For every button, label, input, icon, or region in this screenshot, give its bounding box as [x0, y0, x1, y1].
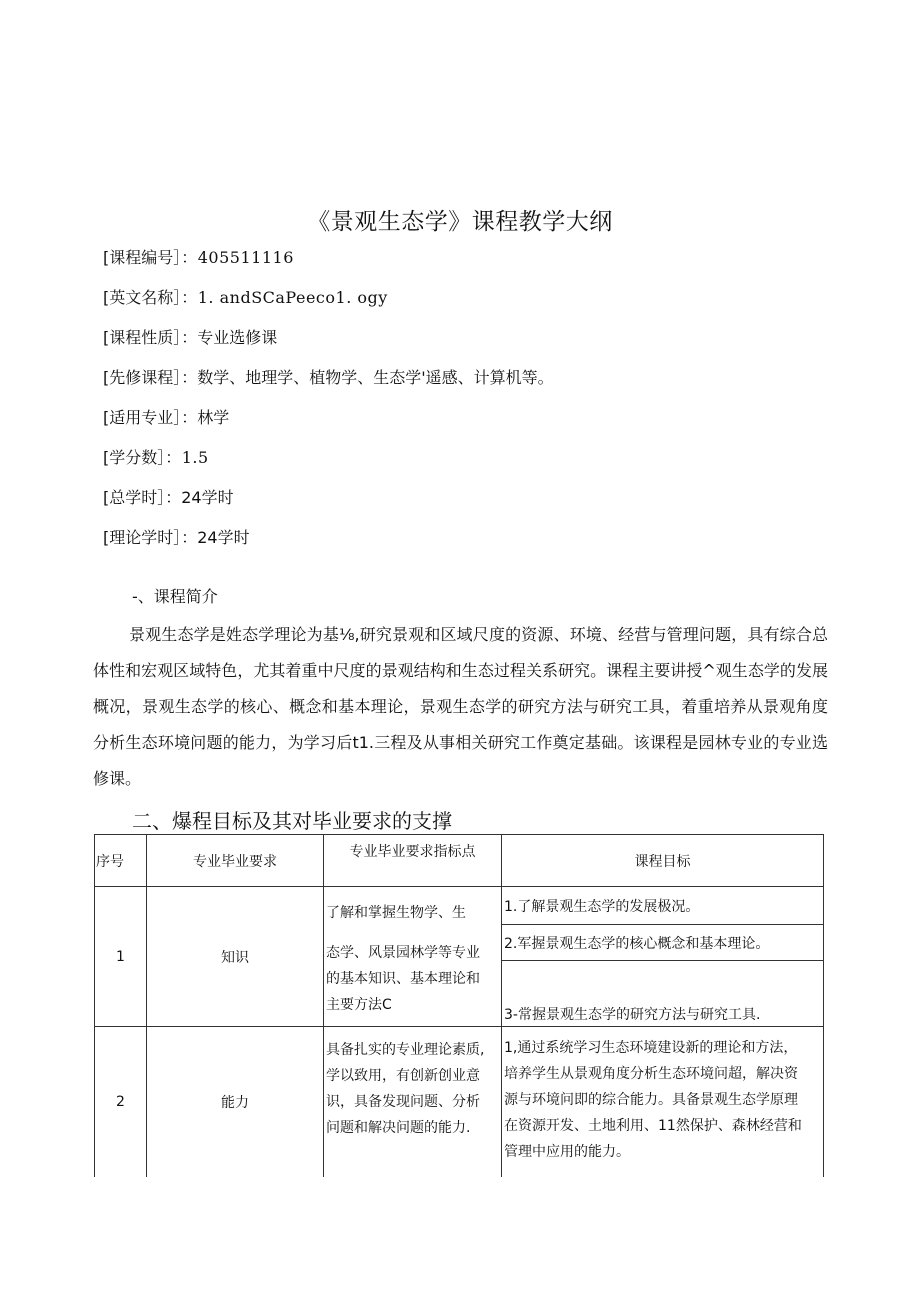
header-indicator: 专业毕业要求指标点: [324, 835, 502, 887]
course-goal: 3-常握景观生态学的研究方法与研究工具.: [502, 961, 824, 1027]
page-title: 《景观生态学》课程教学大纲: [307, 209, 613, 235]
goal-line: 1,通过系统学习生态环境建设新的理论和方法，: [504, 1040, 798, 1056]
row-indicator: [324, 1027, 502, 1177]
table-row: [95, 1027, 824, 1177]
meta-theory-hours: [103, 528, 250, 548]
meta-value: ：24学时: [181, 528, 250, 547]
meta-value: ：405511116: [181, 248, 294, 267]
goal-line: 源与环境问即的综合能力。具备景观生态学原理: [504, 1092, 798, 1108]
section-heading-goals: 二、爆程目标及其对毕业要求的支撑: [132, 809, 452, 833]
indicator-line: 了解和掌握生物学、生: [326, 905, 466, 921]
meta-value: ：1. andSCaPeeco1. ogy: [181, 288, 388, 307]
meta-label: [学分数］: [103, 448, 166, 467]
goal-line: 管理中应用的能力。: [504, 1144, 630, 1160]
table-header-row: [95, 835, 824, 887]
meta-total-hours: [103, 488, 234, 508]
header-no: 序号: [95, 835, 147, 887]
indicator-line: 态学、风景园林学等专业: [326, 945, 480, 961]
goals-table: [94, 834, 824, 1177]
course-goal: [502, 1027, 824, 1177]
meta-course-code: [103, 248, 294, 268]
meta-value: ：24学时: [165, 488, 234, 507]
indicator-line: 学以致用，有创新创业意: [326, 1068, 480, 1084]
header-requirement: 专业毕业要求: [147, 835, 324, 887]
meta-label: [课程性质］: [103, 328, 182, 347]
indicator-line: 识，具备发现问题、分析: [326, 1094, 480, 1110]
meta-value: ：1.5: [165, 448, 209, 467]
meta-label: [先修课程］: [103, 368, 182, 387]
goal-line: 培养学生从景观角度分析生态环境问超，解决资: [504, 1066, 798, 1082]
meta-english-name: [103, 288, 388, 308]
meta-value: ：数学、地理学、植物学、生态学'遥感、计算机等。: [181, 368, 554, 387]
indicator-line: 的基本知识、基本理论和: [326, 971, 480, 987]
intro-paragraph: 景观生态学是姓态学理论为基⅛,研究景观和区域尺度的资源、环境、经营与管理问题，具有综合总体性和宏观区域特色，尤其着重中尺度的景观结构和生态过程关系研究。课程主要讲授^观生态学的发展概况，景观生态学的核心、概念和基本理论，景观生态学的研究方法与研究工具，着重培养从景观角度分析生态环境问题的能力，为学习后t1.三程及从事相关研究工作奠定基础。该课程是园林专业的专业选修课。: [93, 625, 828, 788]
indicator-line: 具备扎实的专业理论素质,: [326, 1042, 485, 1058]
table-row: [95, 887, 824, 925]
meta-major: [103, 408, 229, 428]
meta-course-type: [103, 328, 277, 348]
meta-label: [英文名称］: [103, 288, 182, 307]
indicator-line: 问题和解决问题的能力.: [326, 1120, 471, 1136]
meta-prerequisites: [103, 368, 554, 388]
row-requirement: 知识: [147, 887, 324, 1027]
row-indicator: [324, 887, 502, 1027]
meta-credits: [103, 448, 209, 468]
row-requirement: 能力: [147, 1027, 324, 1177]
indicator-line: 主要方法C: [326, 997, 392, 1013]
course-goal: 2.军握景观生态学的核心概念和基本理论。: [502, 925, 824, 961]
meta-label: [课程编号］: [103, 248, 182, 267]
meta-label: [总学时］: [103, 488, 166, 507]
row-number: 2: [95, 1027, 147, 1177]
header-course-goal: 课程目标: [502, 835, 824, 887]
row-number: 1: [95, 887, 147, 1027]
meta-value: ：专业选修课: [181, 328, 278, 347]
course-goal: 1.了解景观生态学的发展极况。: [502, 887, 824, 925]
meta-label: [理论学时］: [103, 528, 182, 547]
meta-value: ：林学: [181, 408, 230, 427]
section-heading-intro: -、课程简介: [132, 587, 218, 606]
goal-line: 在资源开发、土地利用、11然保护、森林经营和: [504, 1118, 802, 1134]
meta-label: [适用专业］: [103, 408, 182, 427]
